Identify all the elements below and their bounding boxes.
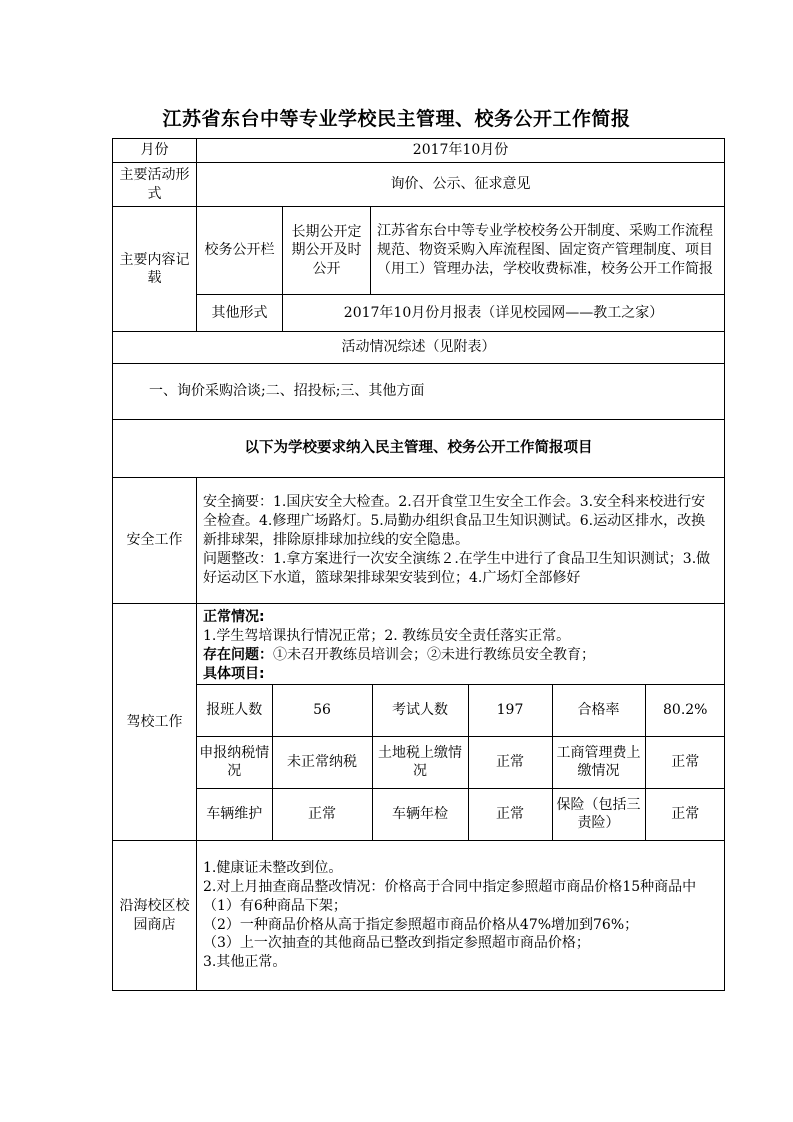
normal-text: 1.学生驾培课执行情况正常；2. 教练员安全责任落实正常。	[203, 627, 571, 644]
activity-form-label: 主要活动形式	[113, 163, 197, 207]
insurance-value: 正常	[645, 788, 725, 840]
insurance-label: 保险（包括三责险）	[552, 788, 645, 840]
problem-heading: 存在问题：	[203, 646, 273, 663]
driving-school-content	[197, 604, 725, 841]
board-label: 校务公开栏	[197, 207, 283, 295]
land-tax-value: 正常	[468, 736, 552, 788]
store-line: 2.对上月抽查商品整改情况：价格高于合同中指定参照超市商品价格15种商品中	[203, 878, 697, 895]
land-tax-label: 土地税上缴情况	[372, 736, 468, 788]
tax-filing-label: 申报纳税情况	[197, 736, 272, 788]
store-content	[197, 841, 725, 991]
activity-summary-content: 一、询价采购洽谈;二、招投标;三、其他方面	[113, 364, 725, 420]
period-label: 长期公开定期公开及时公开	[283, 207, 371, 295]
board-content: 江苏省东台中等专业学校校务公开制度、采购工作流程规范、物资采购入库流程图、固定资产管理制度、项目（用工）管理办法，学校收费标准，校务公开工作简报	[371, 207, 725, 295]
problem-text: ①未召开教练员培训会；②未进行教练员安全教育；	[273, 646, 595, 663]
month-value: 2017年10月份	[197, 139, 725, 163]
safety-rectification: 问题整改：1.拿方案进行一次安全演练２.在学生中进行了食品卫生知识测试；3.做好运动区下水道，篮球架排球架安装到位；4.广场灯全部修好	[203, 550, 711, 586]
month-label: 月份	[113, 139, 197, 163]
normal-heading: 正常情况:	[203, 609, 265, 625]
driving-items-table	[197, 684, 725, 841]
page-title: 江苏省东台中等专业学校民主管理、校务公开工作简报	[162, 108, 631, 130]
driving-school-label: 驾校工作	[113, 604, 197, 841]
activity-form-value: 询价、公示、征求意见	[197, 163, 725, 207]
store-label: 沿海校区校园商店	[113, 841, 197, 991]
store-line: （3）上一次抽查的其他商品已整改到指定参照超市商品价格；	[203, 935, 590, 952]
vehicle-inspection-value: 正常	[468, 788, 552, 840]
pass-rate-value: 80.2%	[645, 684, 725, 736]
section-heading: 以下为学校要求纳入民主管理、校务公开工作简报项目	[113, 420, 725, 478]
items-heading: 具体项目:	[203, 665, 265, 682]
business-fee-label: 工商管理费上缴情况	[552, 736, 645, 788]
store-line: 3.其他正常。	[203, 954, 287, 971]
pass-rate-label: 合格率	[552, 684, 645, 736]
other-form-label: 其他形式	[197, 295, 283, 332]
store-line: 1.健康证未整改到位。	[203, 859, 343, 876]
enrolled-count-label: 报班人数	[197, 684, 272, 736]
exam-count-value: 197	[468, 684, 552, 736]
other-form-content: 2017年10月份月报表（详见校园网——教工之家）	[283, 295, 725, 332]
vehicle-maintenance-value: 正常	[272, 788, 372, 840]
store-line: （2）一种商品价格从高于指定参照超市商品价格从47%增加到76%；	[203, 916, 639, 933]
business-fee-value: 正常	[645, 736, 725, 788]
report-table	[112, 138, 725, 991]
safety-label: 安全工作	[113, 478, 197, 604]
vehicle-maintenance-label: 车辆维护	[197, 788, 272, 840]
main-content-label: 主要内容记载	[113, 207, 197, 332]
enrolled-count-value: 56	[272, 684, 372, 736]
activity-summary-label: 活动情况综述（见附表）	[113, 332, 725, 364]
tax-filing-value: 未正常纳税	[272, 736, 372, 788]
exam-count-label: 考试人数	[372, 684, 468, 736]
safety-content	[197, 478, 725, 604]
vehicle-inspection-label: 车辆年检	[372, 788, 468, 840]
safety-summary: 安全摘要：1.国庆安全大检查。2.召开食堂卫生安全工作会。3.安全科来校进行安全检查。4.修理广场路灯。5.局勤办组织食品卫生知识测试。6.运动区排水，改换新排球架，排除原排球加拉线的安全隐患。	[203, 494, 706, 549]
store-line: （1）有6种商品下架；	[203, 897, 347, 914]
